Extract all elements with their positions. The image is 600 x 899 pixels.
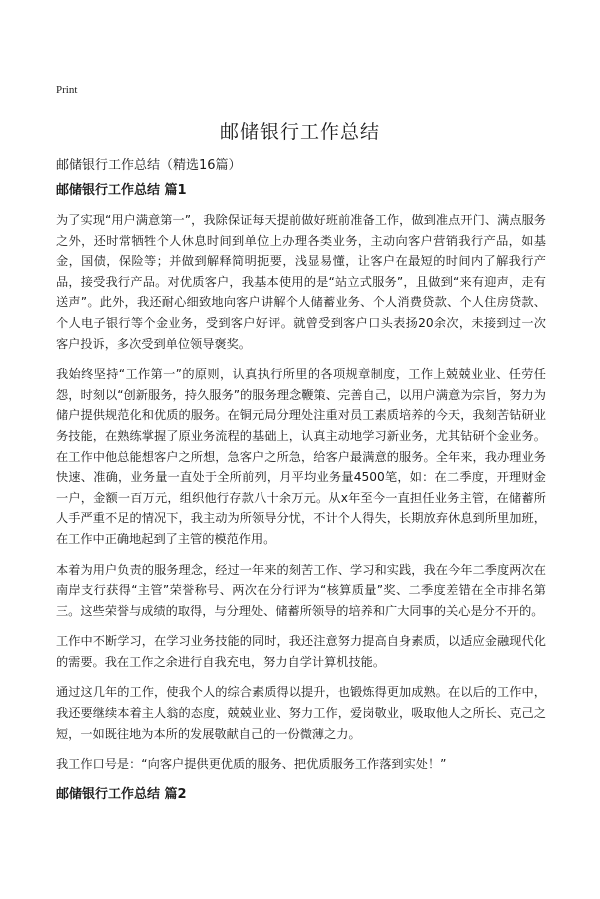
document-subtitle: 邮储银行工作总结（精选16篇） [56,158,242,173]
section-heading-1: 邮储银行工作总结 篇1 [56,183,187,198]
document-title: 邮储银行工作总结 [219,121,380,143]
document-body [56,181,546,814]
paragraph-4: 工作中不断学习，在学习业务技能的同时，我还注意努力提高自身素质，以适应金融现代化的需要。我在工作之余进行自我充电，努力自学计算机技能。 [56,634,546,669]
print-label: Print [56,84,78,96]
paragraph-2: 我始终坚持“工作第一”的原则，认真执行所里的各项规章制度，工作上兢兢业业、任劳任怨，时刻以“创新服务，持久服务”的服务理念鞭策、完善自己，以用户满意为宗旨，努力为储户提供规范化和优质的服务。在铜元局分理处注重对员工素质培养的今天，我刻苦钻研业务技能，在熟练掌握了原业务流程的基础上，认真主动地学习新业务，尤其钻研个金业务。在工作中他总能想客户之所想，急客户之所急，给客户最满意的服务。全年来，我办理业务快速、准确，业务量一直处于全所前列，月平均业务量4500笔，如：在二季度，开理财金一户，金额一百万元，组织他行存款八十余万元。从x年至今一直担任业务主管，在储蓄所人手严重不足的情况下，我主动为所领导分忧，不计个人得失，长期放弃休息到所里加班，在工作中正确地起到了主管的模范作用。 [56,367,546,546]
section-heading-2: 邮储银行工作总结 篇2 [56,786,187,802]
paragraph-5: 通过这几年的工作，使我个人的综合素质得以提升，也锻炼得更加成熟。在以后的工作中，我还要继续本着主人翁的态度，兢兢业业、努力工作，爱岗敬业，吸取他人之所长、克己之短，一如既往地为本所的发展敬献自己的一份微薄之力。 [56,685,546,741]
paragraph-1: 为了实现“用户满意第一”，我除保证每天提前做好班前准备工作，做到准点开门、满点服务之外，还时常牺牲个人休息时间到单位上办理各类业务，主动向客户营销我行产品，如基金，国债，保险等；并做到解释简明扼要，浅显易懂，让客户在最短的时间内了解我行产品，接受我行产品。对优质客户，我基本使用的是“站立式服务”，且做到“来有迎声，走有送声”。此外，我还耐心细致地向客户讲解个人储蓄业务、个人消费贷款、个人住房贷款、个人电子银行等个金业务，受到客户好评。就曾受到客户口头表扬20余次，未接到过一次客户投诉，多次受到单位领导褒奖。 [56,213,546,351]
paragraph-6: 我工作口号是：“向客户提供更优质的服务、把优质服务工作落到实处！” [56,757,447,772]
paragraph-3: 本着为用户负责的服务理念，经过一年来的刻苦工作、学习和实践，我在今年二季度两次在南岸支行获得“主管”荣誉称号、两次在分行评为“核算质量”奖、二季度差错在全市排名第三。这些荣誉与成绩的取得，与分理处、储蓄所领导的培养和广大同事的关心是分不开的。 [56,562,546,618]
